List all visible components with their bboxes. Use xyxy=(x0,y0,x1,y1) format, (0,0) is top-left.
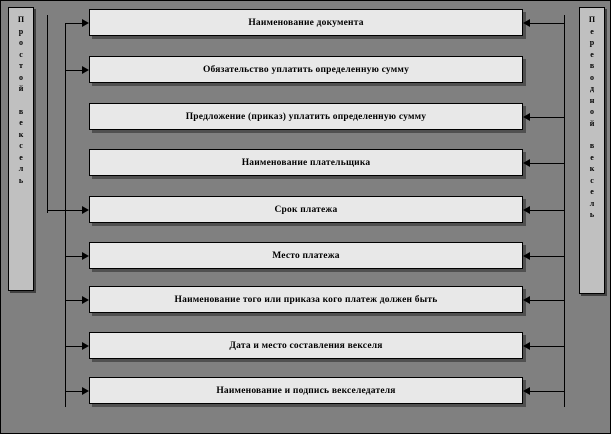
arrow-left-1 xyxy=(82,66,89,74)
row-item-1 xyxy=(89,56,523,83)
connector-left-1 xyxy=(65,70,82,71)
right-label-char-0: П xyxy=(588,15,596,24)
left-branch-line xyxy=(65,23,66,407)
row-label-2: Предложение (приказ) уплатить определенную сумму xyxy=(185,111,427,122)
arrow-left-0 xyxy=(82,19,89,27)
right-label-char-6: д xyxy=(589,84,595,93)
left-label-char-5: о xyxy=(19,72,23,82)
arrow-right-3 xyxy=(523,159,530,167)
connector-left-8 xyxy=(65,391,82,392)
right-label-char-12: е xyxy=(590,152,594,162)
right-label-char-1: е xyxy=(590,26,594,36)
arrow-right-4 xyxy=(523,206,530,214)
right-label-char-8: о xyxy=(590,107,594,116)
right-label-char-3: е xyxy=(590,49,594,59)
connector-left-4 xyxy=(47,210,82,211)
left-label-char-4: т xyxy=(19,61,23,70)
arrow-right-2 xyxy=(523,113,530,121)
left-label-char-12: е xyxy=(19,152,23,162)
connector-left-5 xyxy=(65,256,82,257)
arrow-left-5 xyxy=(82,252,89,260)
right-label-char-4: в xyxy=(589,61,595,70)
left-label-box xyxy=(8,7,34,291)
row-label-5: Место платежа xyxy=(272,250,340,261)
connector-right-3 xyxy=(530,163,564,164)
right-label-char-11: в xyxy=(589,141,595,150)
row-label-4: Срок платежа xyxy=(274,204,338,215)
connector-right-0 xyxy=(530,23,564,24)
arrow-right-8 xyxy=(523,387,530,395)
left-label-char-11: с xyxy=(19,141,23,150)
left-label-char-2: о xyxy=(19,38,23,47)
row-item-0 xyxy=(89,9,523,36)
arrow-right-7 xyxy=(523,342,530,350)
right-label-char-15: е xyxy=(590,187,594,196)
left-label-char-6: й xyxy=(18,84,24,93)
row-item-6 xyxy=(89,286,523,313)
row-item-5 xyxy=(89,242,523,269)
left-label-char-1: р xyxy=(18,26,24,36)
right-label-char-9: й xyxy=(589,118,595,128)
left-spine-line xyxy=(47,15,48,213)
arrow-left-8 xyxy=(82,387,89,395)
left-label-char-14: ь xyxy=(18,175,24,185)
connector-right-2 xyxy=(530,117,564,118)
right-spine-line xyxy=(564,15,565,407)
connector-left-6 xyxy=(65,300,82,301)
row-label-8: Наименование и подпись векселедателя xyxy=(216,385,396,396)
row-item-2 xyxy=(89,103,523,130)
row-item-7 xyxy=(89,332,523,359)
right-label-char-16: л xyxy=(589,198,595,208)
right-label-char-17: ь xyxy=(589,210,595,219)
connector-left-0 xyxy=(65,23,82,24)
row-item-4 xyxy=(89,196,523,223)
left-label-char-10: к xyxy=(18,129,24,139)
left-label-char-13: л xyxy=(18,164,24,173)
connector-right-6 xyxy=(530,300,564,301)
right-label-char-2: р xyxy=(589,38,595,47)
right-label-char-13: к xyxy=(589,164,595,173)
row-label-0: Наименование документа xyxy=(248,17,364,28)
right-label-char-7: н xyxy=(589,95,595,105)
arrow-left-6 xyxy=(82,296,89,304)
right-label-box xyxy=(579,7,605,294)
row-item-8 xyxy=(89,377,523,404)
right-label-char-5: о xyxy=(590,72,594,82)
row-label-1: Обязательство уплатить определенную сумму xyxy=(202,64,410,75)
connector-left-7 xyxy=(65,346,82,347)
right-label-char-14: с xyxy=(590,175,594,185)
left-label-char-0: П xyxy=(17,15,25,24)
left-label-char-9: е xyxy=(19,118,23,127)
arrow-right-6 xyxy=(523,296,530,304)
connector-right-7 xyxy=(530,346,564,347)
row-label-3: Наименование плательщика xyxy=(241,157,371,168)
connector-right-8 xyxy=(530,391,564,392)
row-label-7: Дата и место составления векселя xyxy=(229,340,383,351)
arrow-right-0 xyxy=(523,19,530,27)
arrow-left-7 xyxy=(82,342,89,350)
arrow-right-5 xyxy=(523,252,530,260)
row-label-6: Наименование того или приказа кого платеж должен быть xyxy=(174,294,438,305)
row-item-3 xyxy=(89,149,523,176)
connector-right-5 xyxy=(530,256,564,257)
arrow-left-4 xyxy=(82,206,89,214)
left-label-char-3: с xyxy=(19,49,23,59)
left-label-char-8: в xyxy=(18,106,24,116)
connector-right-4 xyxy=(530,210,564,211)
